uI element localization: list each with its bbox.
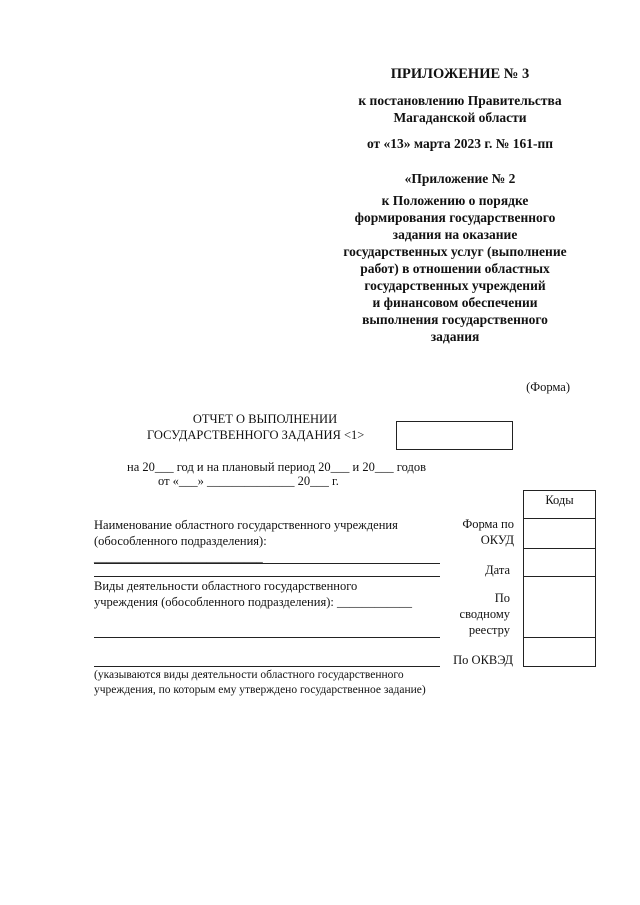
appendix-title: ПРИЛОЖЕНИЕ № 3: [390, 66, 530, 82]
reestr-code-cell[interactable]: [524, 577, 595, 636]
institution-label-line-2: (обособленного подразделения): ___________________________: [94, 534, 267, 564]
regulation-text: [300, 192, 610, 345]
resolution-line-2: Магаданской области: [393, 110, 527, 125]
okved-code-cell[interactable]: [524, 638, 595, 666]
activity-fill-line[interactable]: [94, 637, 440, 638]
regulation-line: к Положению о порядке: [381, 193, 529, 208]
reestr-label: [430, 590, 510, 638]
resolution-date: от «13» марта 2023 г. № 161-пп: [366, 136, 554, 151]
activity-fill-line[interactable]: [94, 666, 440, 667]
reestr-label-line: сводному: [459, 607, 510, 621]
footnote-line: учреждения, по которым ему утверждено государственное задание): [94, 683, 426, 696]
regulation-line: государственных услуг (выполнение: [343, 244, 567, 259]
resolution-line-1: к постановлению Правительства: [358, 93, 562, 108]
reestr-label-line: реестру: [468, 623, 510, 637]
report-title-line-1: ОТЧЕТ О ВЫПОЛНЕНИИ: [192, 412, 338, 426]
activity-label-line-1: Виды деятельности областного государственного: [94, 579, 358, 593]
codes-header: Коды: [545, 493, 574, 507]
report-date-line: от «___» ______________ 20___ г.: [158, 474, 339, 488]
footnote-line: (указываются виды деятельности областного государственного: [94, 669, 404, 681]
okud-label-line: Форма по: [462, 517, 514, 531]
report-code-box[interactable]: [396, 421, 513, 450]
regulation-line: государственных учреждений: [364, 278, 546, 293]
regulation-line: работ) в отношении областных: [360, 261, 550, 276]
form-label: (Форма): [526, 380, 570, 394]
regulation-line: формирования государственного: [354, 210, 556, 225]
report-title-line-2: ГОСУДАРСТВЕННОГО ЗАДАНИЯ <1>: [147, 428, 365, 442]
okved-label: По ОКВЭД: [453, 653, 513, 667]
institution-label-line-1: Наименование областного государственного учреждения: [94, 518, 398, 532]
institution-fill-line[interactable]: [94, 563, 440, 564]
okud-label: [420, 516, 514, 548]
footnote: [94, 668, 454, 697]
regulation-line: задания: [430, 329, 480, 344]
institution-fill-line[interactable]: [94, 576, 440, 577]
okud-code-cell[interactable]: [524, 519, 595, 547]
regulation-line: задания на оказание: [392, 227, 518, 242]
date-label: Дата: [485, 563, 510, 577]
regulation-line: выполнения государственного: [362, 312, 548, 327]
sub-appendix-title: «Приложение № 2: [404, 171, 516, 186]
regulation-line: и финансовом обеспечении: [372, 295, 538, 310]
activity-label-line-2: учреждения (обособленного подразделения): ____________: [94, 595, 412, 609]
reestr-label-line: По: [494, 591, 510, 605]
okud-label-line: ОКУД: [480, 533, 514, 547]
date-code-cell[interactable]: [524, 549, 595, 575]
period-line: на 20___ год и на плановый период 20___ и 20___ годов: [127, 460, 426, 474]
